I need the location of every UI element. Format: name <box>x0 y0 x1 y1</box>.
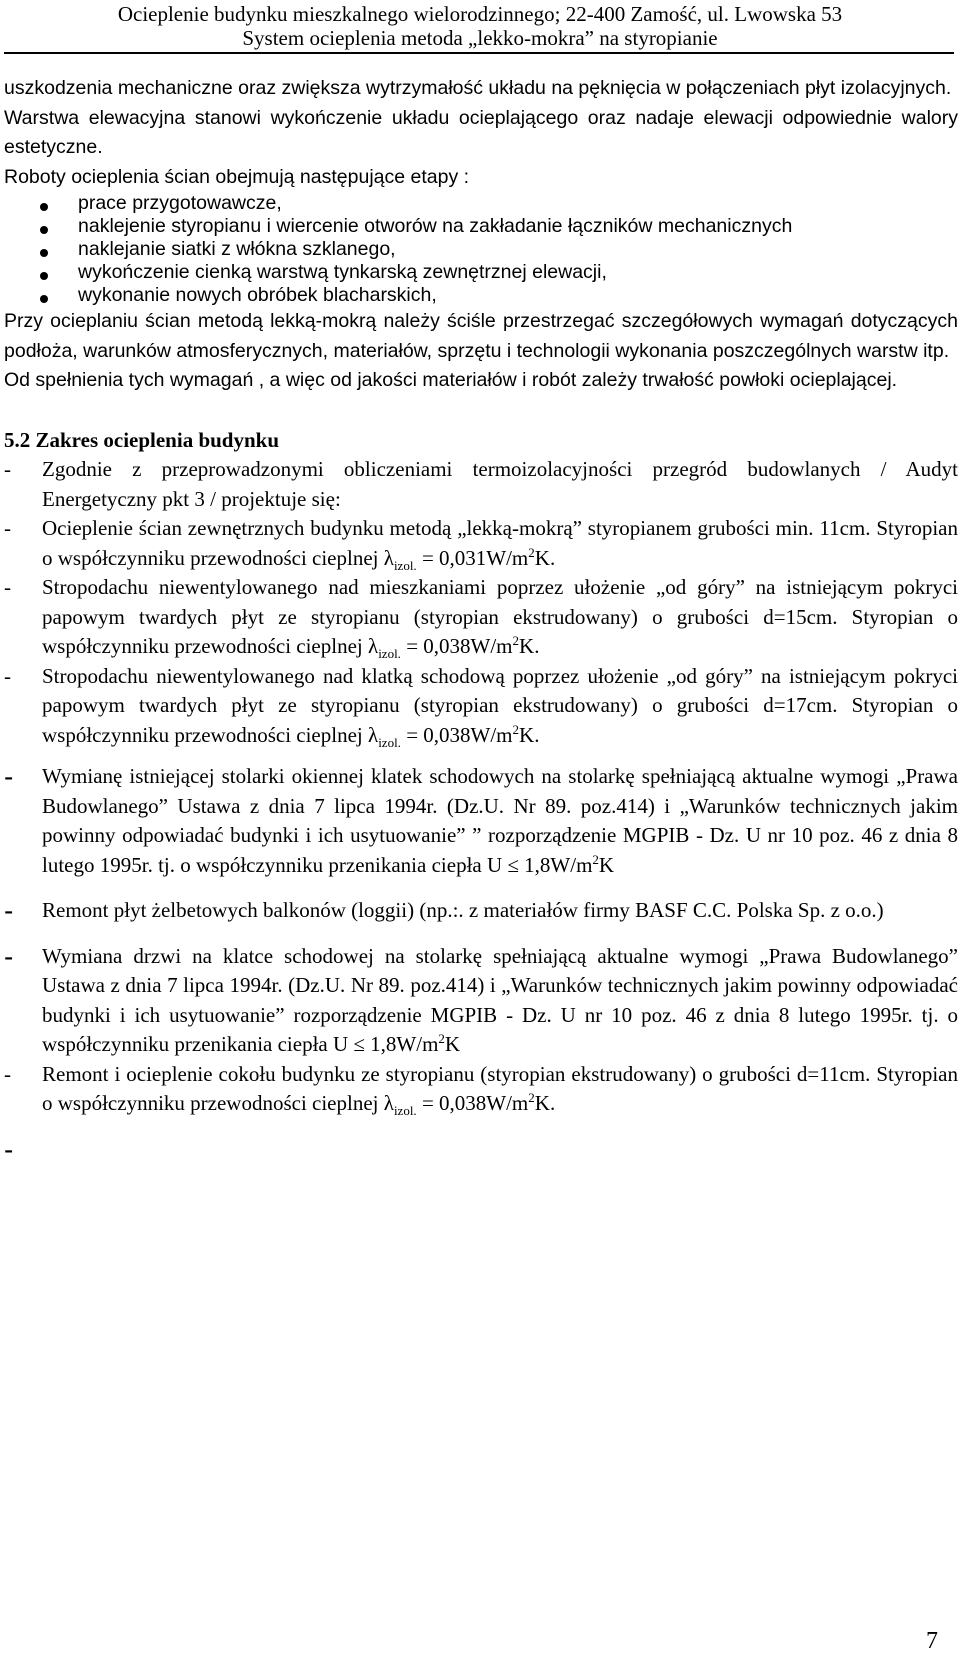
scope-item-7: - Wymiana drzwi na klatce schodowej na stolarkę spełniającą aktualne wymogi „Prawa Budowlanego” Ustawa z dnia 7 lipca 1994r. (Dz.U. Nr 89. poz.414) i „Warunków technicznych jakim powinny odpowiadać budynki i ich usytuowanie” rozporządzenie MGPIB - Dz. U nr 10 poz. 46 z dnia 8 lutego 1995r. tj. o współczynniku przenikania ciepła $U \le 1,8W/m^2K$ <box>4 940 958 1056</box>
dash-marker: - <box>4 663 11 688</box>
scope-item-1: - Zgodnie z przeprowadzonymi obliczeniami termoizolacyjności przegród budowlanych / Audyt Energetyczny pkt 3 / projektuje się: <box>4 457 958 511</box>
header-divider <box>4 52 954 54</box>
dash-marker: - <box>4 940 14 972</box>
page-number: 7 <box>926 1628 938 1654</box>
list-item: naklejenie styropianu i wiercenie otworów na zakładanie łączników mechanicznych <box>4 215 958 238</box>
paragraph-intro-2: Warstwa elewacyjna stanowi wykończenie układu ocieplającego oraz nadaje elewacji odpowiednie walory estetyczne. <box>4 106 958 158</box>
bullet-icon <box>40 226 48 234</box>
dash-marker: - <box>4 1133 14 1165</box>
dash-marker: - <box>4 457 11 481</box>
bullet-icon <box>40 203 48 211</box>
paragraph-intro-1: uszkodzenia mechaniczne oraz zwiększa wytrzymałość układu na pęknięcia w połączeniach płyt izolacyjnych. <box>4 77 952 99</box>
list-item: naklejanie siatki z włókna szklanego, <box>4 238 958 261</box>
scope-item-8: - Remont i ocieplenie cokołu budynku ze styropianu (styropian ekstrudowany) o grubości d=11cm. Styropian o współczynniku przewodności cieplnej $\lambda_{izol.} = 0,038W/m^2K$. <box>4 1061 958 1119</box>
scope-item-4: - Stropodachu niewentylowanego nad klatką schodową poprzez ułożenie „od góry” na istniejącym pokryci papowym twardych płyt ze styropianu (styropian ekstrudowany) o grubości d=17cm. Styropian o współczynniku przewodności cieplnej $\lambda_{izol.} = 0,038W/m^2K$. <box>4 663 958 750</box>
paragraph-durability: Od spełnienia tych wymagań , a więc od jakości materiałów i robót zależy trwałość powłoki ocieplającej. <box>4 369 898 391</box>
list-item: prace przygotowawcze, <box>4 192 958 215</box>
scope-item-6: - Remont płyt żelbetowych balkonów (loggii) (np.:. z materiałów firmy BASF C.C. Polska Sp. z o.o.) <box>4 895 884 926</box>
dash-marker: - <box>4 895 14 926</box>
paragraph-requirements: Przy ocieplaniu ścian metodą lekką-mokrą należy ściśle przestrzegać szczegółowych wymagań dotyczących podłoża, warunków atmosferycznych, materiałów, sprzętu i technologii wykonania poszczególnych warstw itp. <box>4 310 958 362</box>
bullet-icon <box>40 295 48 303</box>
dash-marker: - <box>4 761 14 792</box>
header-line-2: System ocieplenia metoda „lekko-mokra” na styropianie <box>242 26 718 50</box>
header-line-1: Ocieplenie budynku mieszkalnego wielorodzinnego; 22-400 Zamość, ul. Lwowska 53 <box>117 2 843 26</box>
scope-item-2: - Ocieplenie ścian zewnętrznych budynku metodą „lekką-mokrą” styropianem grubości min. 11cm. Styropian o współczynniku przewodności cieplnej $\lambda_{izol.} = 0,031W/m^2K$. <box>4 516 958 573</box>
bullet-icon <box>40 272 48 280</box>
section-title: 5.2 Zakres ocieplenia budynku <box>4 427 280 452</box>
work-stages-list <box>4 192 958 307</box>
list-item: wykończenie cienką warstwą tynkarską zewnętrznej elewacji, <box>4 261 958 284</box>
dash-marker: - <box>4 516 11 540</box>
scope-item-3: - Stropodachu niewentylowanego nad mieszkaniami poprzez ułożenie „od góry” na istniejącym pokryci papowym twardych płyt ze styropianu (styropian ekstrudowany) o grubości d=15cm. Styropian o współczynniku przewodności cieplnej $\lambda_{izol.} = 0,038W/m^2K$. <box>4 575 958 662</box>
page-header <box>0 2 960 50</box>
dash-marker: - <box>4 1061 11 1086</box>
bullet-icon <box>40 249 48 257</box>
list-item: wykonanie nowych obróbek blacharskich, <box>4 284 958 307</box>
dash-marker: - <box>4 575 11 599</box>
scope-item-5: - Wymianę istniejącej stolarki okiennej klatek schodowych na stolarkę spełniającą aktualne wymogi „Prawa Budowlanego” Ustawa z dnia 7 lipca 1994r. (Dz.U. Nr 89. poz.414) i „Warunków technicznych jakim powinny odpowiadać budynki i ich usytuowanie” ” rozporządzenie MGPIB - Dz. U nr 10 poz. 46 z dnia 8 lutego 1995r. tj. o współczynniku przenikania ciepła $U \le 1,8W/m^2K$ <box>4 761 958 877</box>
document-body <box>4 74 958 1165</box>
paragraph-intro-3: Roboty ocieplenia ścian obejmują następujące etapy : <box>4 165 470 188</box>
less-or-equal-symbol: ≤ <box>507 852 519 877</box>
less-or-equal-symbol: ≤ <box>353 1032 365 1056</box>
